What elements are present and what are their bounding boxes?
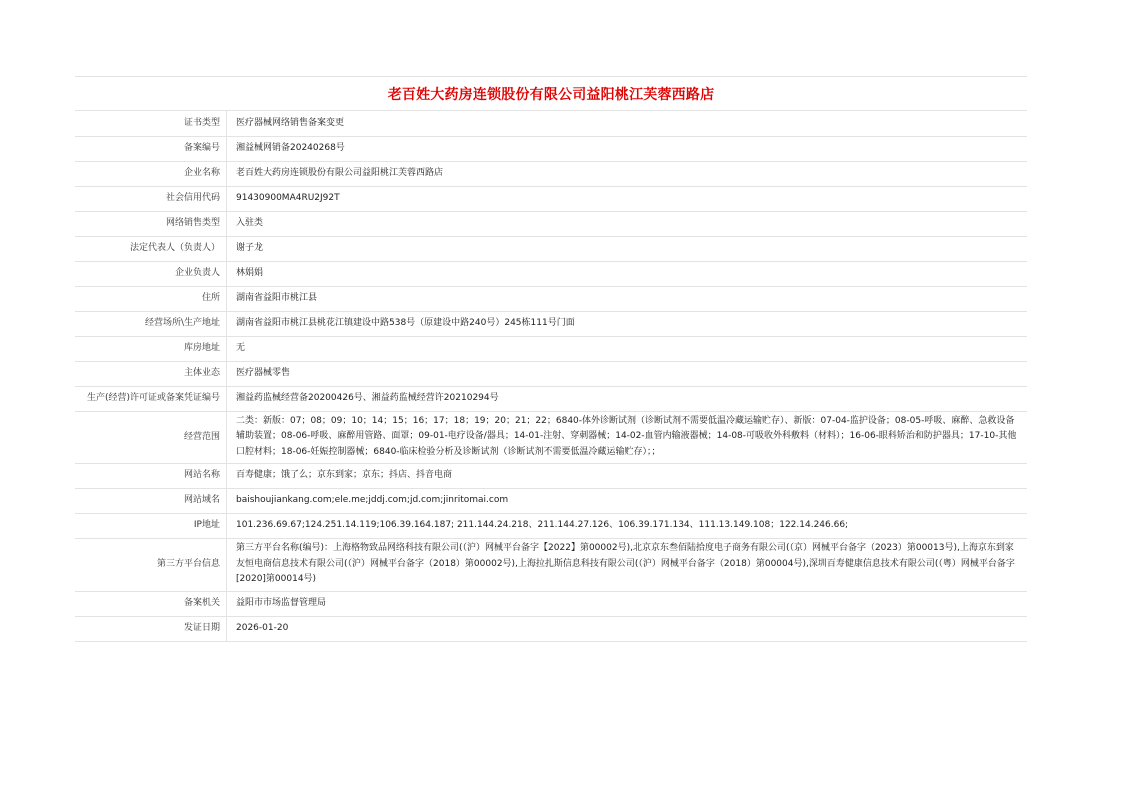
title-row — [75, 76, 1027, 111]
row-label: 网站名称 — [75, 464, 227, 489]
table-row — [75, 286, 1027, 311]
row-value: 二类：新版：07；08；09；10；14；15；16；17；18；19；20；21；22；6840-体外诊断试剂（诊断试剂不需要低温冷藏运输贮存）、新版：07-04-监护设备；08-05-呼吸、麻醉、急救设备辅助装置；08-06-呼吸、麻醉用管路、面罩；09-01-电疗设备/器具；14-01-注射、穿刺器械；14-02-血管内输液器械；14-08-可吸收外科敷料（材料）；16-06-眼科矫治和防护器具；17-10-其他口腔材料；18-06-妊娠控制器械；6840-临床检验分析及诊断试剂（诊断试剂不需要低温冷藏运输贮存）；； — [227, 411, 1028, 464]
row-label: 网络销售类型 — [75, 211, 227, 236]
table-row — [75, 539, 1027, 592]
row-label: 备案机关 — [75, 591, 227, 616]
table-row — [75, 236, 1027, 261]
info-table — [75, 111, 1027, 642]
table-row — [75, 311, 1027, 336]
row-value: 入驻类 — [227, 211, 1028, 236]
certificate-sheet — [75, 76, 1027, 642]
row-value: 百寿健康；饿了么；京东到家；京东；抖店、抖音电商 — [227, 464, 1028, 489]
row-label: 经营场所\生产地址 — [75, 311, 227, 336]
table-row — [75, 591, 1027, 616]
row-label: 住所 — [75, 286, 227, 311]
table-row — [75, 489, 1027, 514]
row-label: 企业名称 — [75, 161, 227, 186]
row-value: 医疗器械零售 — [227, 361, 1028, 386]
table-row — [75, 111, 1027, 136]
table-row — [75, 514, 1027, 539]
row-label: 证书类型 — [75, 111, 227, 136]
row-value: 湘益械网销备20240268号 — [227, 136, 1028, 161]
page-title: 老百姓大药房连锁股份有限公司益阳桃江芙蓉西路店 — [387, 86, 715, 103]
row-value: 林娟娟 — [227, 261, 1028, 286]
row-label: 经营范围 — [75, 411, 227, 464]
table-row — [75, 386, 1027, 411]
row-label: 企业负责人 — [75, 261, 227, 286]
row-value: 91430900MA4RU2J92T — [227, 186, 1028, 211]
row-value: 湘益药监械经营备20200426号、湘益药监械经营许20210294号 — [227, 386, 1028, 411]
row-value: 医疗器械网络销售备案变更 — [227, 111, 1028, 136]
row-label: 法定代表人（负责人） — [75, 236, 227, 261]
row-value: 老百姓大药房连锁股份有限公司益阳桃江芙蓉西路店 — [227, 161, 1028, 186]
row-value: 101.236.69.67;124.251.14.119;106.39.164.187; 211.144.24.218、211.144.27.126、106.39.171.134、111.13.149.108；122.14.246.66; — [227, 514, 1028, 539]
row-value: 湖南省益阳市桃江县 — [227, 286, 1028, 311]
table-row — [75, 186, 1027, 211]
row-label: 主体业态 — [75, 361, 227, 386]
table-row — [75, 136, 1027, 161]
row-label: IP地址 — [75, 514, 227, 539]
row-value: 益阳市市场监督管理局 — [227, 591, 1028, 616]
table-row — [75, 211, 1027, 236]
row-label: 生产(经营)许可证或备案凭证编号 — [75, 386, 227, 411]
table-row — [75, 361, 1027, 386]
row-value: 无 — [227, 336, 1028, 361]
row-label: 库房地址 — [75, 336, 227, 361]
table-row — [75, 261, 1027, 286]
table-row — [75, 616, 1027, 641]
row-value: 第三方平台名称(编号)：上海格物致品网络科技有限公司(（沪）网械平台备字【2022】第00002号),北京京东叁佰陆拾度电子商务有限公司(（京）网械平台备字（2023）第00013号),上海京东到家友恒电商信息技术有限公司(（沪）网械平台备字（2018）第00002号),上海拉扎斯信息科技有限公司(（沪）网械平台备字（2018）第00004号),深圳百寿健康信息技术有限公司(（粤）网械平台备字[2020]第00014号) — [227, 539, 1028, 592]
row-label: 备案编号 — [75, 136, 227, 161]
row-label: 发证日期 — [75, 616, 227, 641]
row-value: 湖南省益阳市桃江县桃花江镇建设中路538号（原建设中路240号）245栋111号门面 — [227, 311, 1028, 336]
table-row — [75, 336, 1027, 361]
row-value: baishoujiankang.com;ele.me;jddj.com;jd.com;jinritomai.com — [227, 489, 1028, 514]
table-row — [75, 464, 1027, 489]
row-label: 第三方平台信息 — [75, 539, 227, 592]
row-label: 社会信用代码 — [75, 186, 227, 211]
row-value: 2026-01-20 — [227, 616, 1028, 641]
row-label: 网站域名 — [75, 489, 227, 514]
row-value: 谢子龙 — [227, 236, 1028, 261]
table-row — [75, 411, 1027, 464]
table-row — [75, 161, 1027, 186]
